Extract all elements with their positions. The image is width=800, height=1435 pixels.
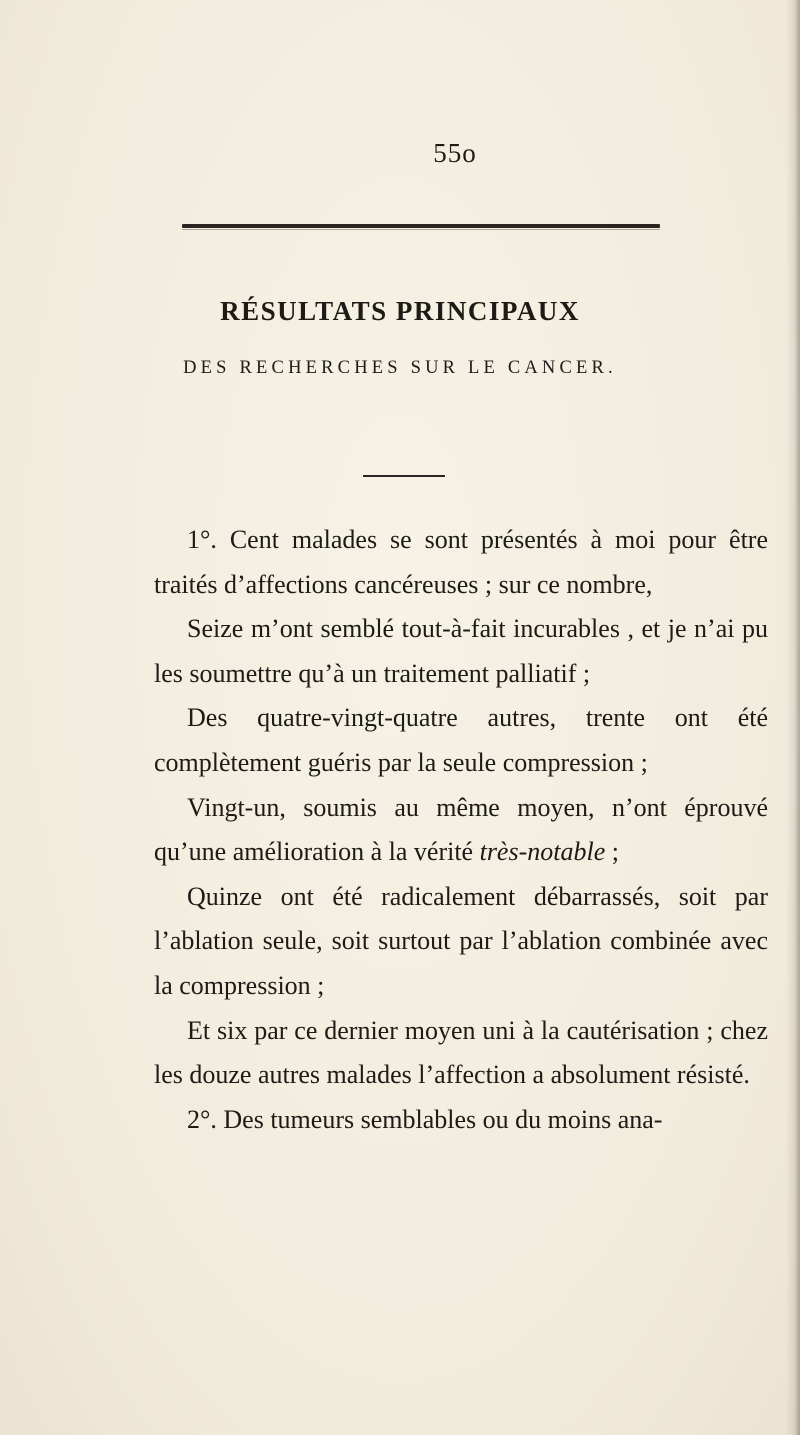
title-separator-rule: [363, 475, 445, 477]
section-title: RÉSULTATS PRINCIPAUX: [220, 296, 580, 326]
page-edge-shadow: [786, 0, 800, 1435]
paragraph-3: Des quatre-vingt-quatre autres, trente ont été complètement guéris par la seule compression ;: [154, 703, 768, 777]
body-text: [154, 518, 768, 1142]
section-subtitle: DES RECHERCHES SUR LE CANCER.: [183, 358, 617, 378]
paragraph-5: Quinze ont été radicalement débarrassés, soit par l’ablation seule, soit surtout par l’ablation combinée avec la compression ;: [154, 881, 768, 1000]
paragraph-7: 2°. Des tumeurs semblables ou du moins ana-: [187, 1104, 663, 1134]
paragraph-4-end: ;: [605, 837, 619, 867]
paragraph-2: Seize m’ont semblé tout-à-fait incurables , et je n’ai pu les soumettre qu’à un traitement palliatif ;: [154, 614, 768, 688]
paragraph-6: Et six par ce dernier moyen uni à la cautérisation ; chez les douze autres malades l’affection a absolument résisté.: [154, 1015, 768, 1090]
paragraph-4-text: Vingt-un, soumis au même moyen, n’ont éprouvé qu’une amélioration à la vérité: [154, 792, 768, 867]
paragraph-4-emphasis: très-notable: [479, 837, 606, 867]
page-number: 55o: [433, 138, 477, 168]
header-rule: [182, 224, 660, 228]
paragraph-4: [154, 786, 768, 875]
paragraph-1: 1°. Cent malades se sont présentés à moi pour être traités d’affections cancéreuses ; sur ce nombre,: [154, 525, 768, 599]
